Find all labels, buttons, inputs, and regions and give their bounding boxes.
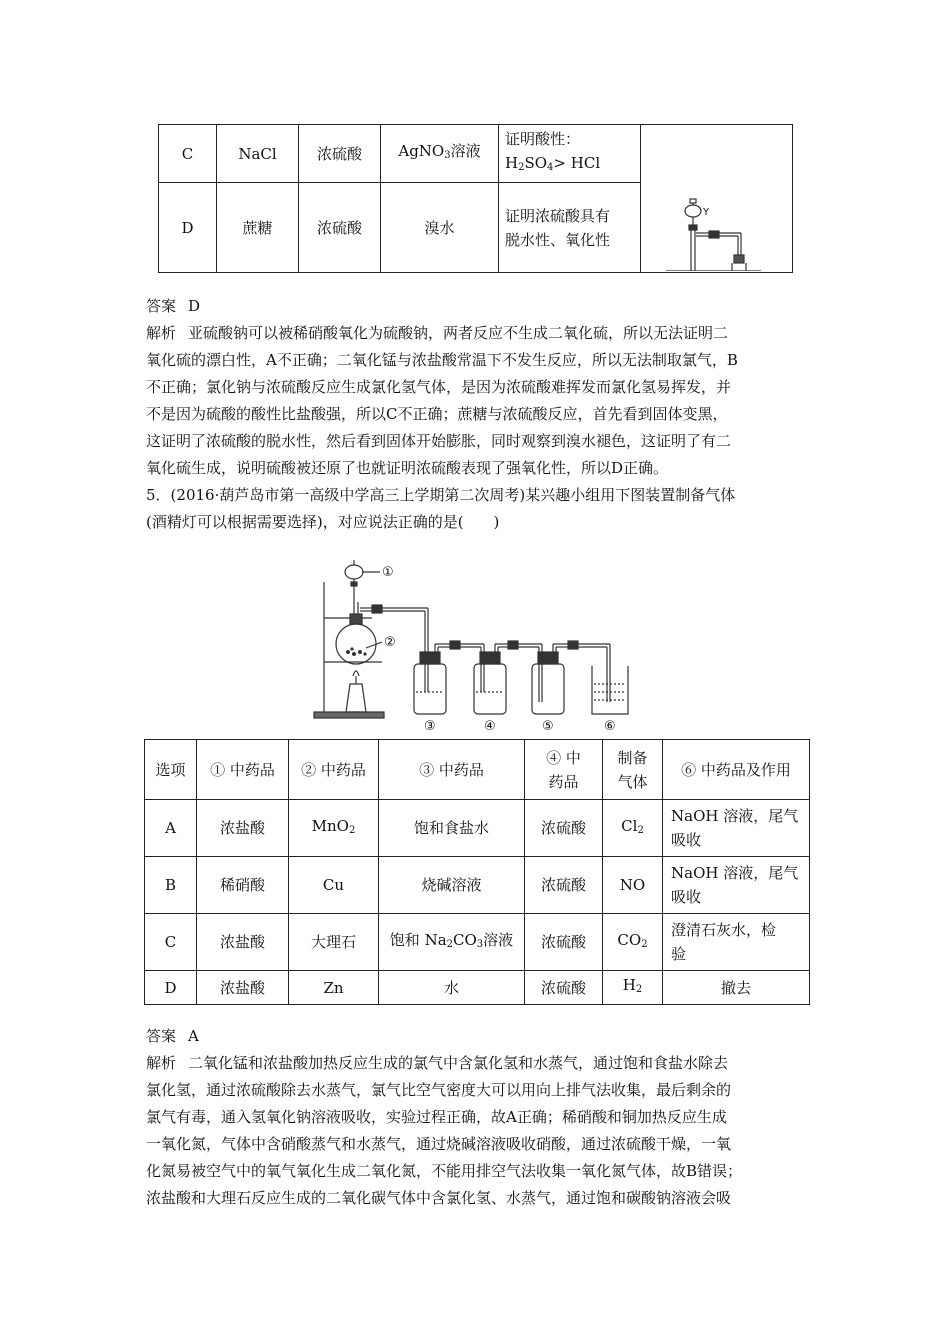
reagent-cell: 溴水	[381, 183, 499, 273]
label-3: ③	[424, 719, 436, 734]
gas-cell: NO	[603, 857, 663, 914]
analysis-line: 氯化氢，通过浓硫酸除去水蒸气，氯气比空气密度大可以用向上排气法收集，最后剩余的	[146, 1081, 732, 1099]
table-header-row	[145, 740, 810, 800]
reagent-cell: 浓盐酸	[197, 800, 289, 857]
reagent-cell: 饱和 $Na_2CO_3$溶液	[379, 914, 525, 971]
label-6: ⑥	[604, 719, 616, 734]
reagent-cell: NaCl	[217, 125, 299, 183]
header-cell: ④ 中 药品	[525, 740, 603, 800]
function-cell: NaOH 溶液，尾气 吸收	[663, 800, 810, 857]
question-line: (酒精灯可以根据需要选择)，对应说法正确的是( )	[146, 513, 500, 531]
reagent-cell: 浓硫酸	[525, 971, 603, 1005]
table-row	[145, 857, 810, 914]
purpose-cell: 证明酸性： $H_2SO_4>$ HCl	[499, 125, 641, 183]
apparatus-cell	[641, 125, 793, 273]
reagent-cell: 饱和食盐水	[379, 800, 525, 857]
label-2: ②	[384, 635, 396, 650]
analysis-line: 这证明了浓硫酸的脱水性，然后看到固体开始膨胀，同时观察到溴水褪色，这证明了有二	[146, 432, 732, 450]
reagent-cell: 浓硫酸	[525, 857, 603, 914]
analysis-line: 氯气有毒，通入氢氧化钠溶液吸收，实验过程正确，故A正确；稀硝酸和铜加热反应生成	[146, 1108, 727, 1126]
reagent-cell: Cu	[289, 857, 379, 914]
option-cell: D	[159, 183, 217, 273]
reagent-cell: 浓硫酸	[299, 183, 381, 273]
analysis-line: 解析 二氧化锰和浓盐酸加热反应生成的氯气中含氯化氢和水蒸气，通过饱和食盐水除去	[146, 1054, 729, 1072]
analysis-line: 不是因为硫酸的酸性比盐酸强，所以C不正确；蔗糖与浓硫酸反应，首先看到固体变黑，	[146, 405, 728, 423]
option-cell: B	[145, 857, 197, 914]
header-cell: 制备 气体	[603, 740, 663, 800]
gas-cell: $H_2$	[603, 971, 663, 1005]
label-4: ④	[484, 719, 496, 734]
reagent-cell: 浓硫酸	[525, 914, 603, 971]
reagent-cell: AgNO$_3$溶液	[381, 125, 499, 183]
gas-cell: $CO_2$	[603, 914, 663, 971]
function-cell: 撤去	[663, 971, 810, 1005]
reagent-cell: Zn	[289, 971, 379, 1005]
apparatus-diagram-small	[641, 125, 791, 271]
table-row	[145, 914, 810, 971]
answer-analysis-2	[146, 1023, 810, 1212]
reagent-cell: 烧碱溶液	[379, 857, 525, 914]
analysis-line: 一氧化氮，气体中含硝酸蒸气和水蒸气，通过烧碱溶液吸收硝酸，通过浓硫酸干燥，一氧	[146, 1135, 732, 1153]
options-table-2	[144, 739, 810, 1005]
label-1: ①	[382, 565, 394, 580]
function-cell: NaOH 溶液，尾气 吸收	[663, 857, 810, 914]
table-row	[145, 800, 810, 857]
option-cell: C	[159, 125, 217, 183]
purpose-cell: 证明浓硫酸具有 脱水性、氧化性	[499, 183, 641, 273]
analysis-line: 解析 亚硫酸钠可以被稀硝酸氧化为硫酸钠，两者反应不生成二氧化硫，所以无法证明二	[146, 324, 729, 342]
header-cell: ⑥ 中药品及作用	[663, 740, 810, 800]
table-row	[145, 971, 810, 1005]
gas-preparation-apparatus	[312, 552, 642, 734]
label-y: Y	[703, 207, 710, 218]
options-table-1	[158, 124, 793, 273]
reagent-cell: 浓硫酸	[299, 125, 381, 183]
reagent-cell: 水	[379, 971, 525, 1005]
header-cell: ③ 中药品	[379, 740, 525, 800]
table-row	[159, 125, 793, 183]
reagent-cell: 浓盐酸	[197, 971, 289, 1005]
analysis-line: 不正确；氯化钠与浓硫酸反应生成氯化氢气体，是因为浓硫酸难挥发而氯化氢易挥发，并	[146, 378, 732, 396]
label-5: ⑤	[542, 719, 554, 734]
analysis-line: 氧化硫的漂白性，A不正确；二氧化锰与浓盐酸常温下不发生反应，所以无法制取氯气，B	[146, 351, 738, 369]
analysis-line: 化氮易被空气中的氧气氧化生成二氧化氮，不能用排空气法收集一氧化氮气体，故B错误；	[146, 1162, 743, 1180]
header-cell: 选项	[145, 740, 197, 800]
reagent-cell: 蔗糖	[217, 183, 299, 273]
gas-cell: $Cl_2$	[603, 800, 663, 857]
header-cell: ② 中药品	[289, 740, 379, 800]
reagent-cell: 浓硫酸	[525, 800, 603, 857]
option-cell: C	[145, 914, 197, 971]
reagent-cell: MnO$_2$	[289, 800, 379, 857]
option-cell: D	[145, 971, 197, 1005]
reagent-cell: 稀硝酸	[197, 857, 289, 914]
reagent-cell: 大理石	[289, 914, 379, 971]
function-cell: 澄清石灰水，检 验	[663, 914, 810, 971]
analysis-line: 氧化硫生成，说明硫酸被还原了也就证明浓硫酸表现了强氧化性，所以D正确。	[146, 459, 669, 477]
answer-line: 答案 A	[146, 1027, 199, 1045]
question-line: 5．(2016·葫芦岛市第一高级中学高三上学期第二次周考)某兴趣小组用下图装置制备气体	[146, 486, 736, 504]
answer-line: 答案 D	[146, 297, 201, 315]
answer-analysis-1	[146, 293, 810, 536]
analysis-line: 浓盐酸和大理石反应生成的二氧化碳气体中含氯化氢、水蒸气，通过饱和碳酸钠溶液会吸	[146, 1189, 732, 1207]
reagent-cell: 浓盐酸	[197, 914, 289, 971]
header-cell: ① 中药品	[197, 740, 289, 800]
option-cell: A	[145, 800, 197, 857]
